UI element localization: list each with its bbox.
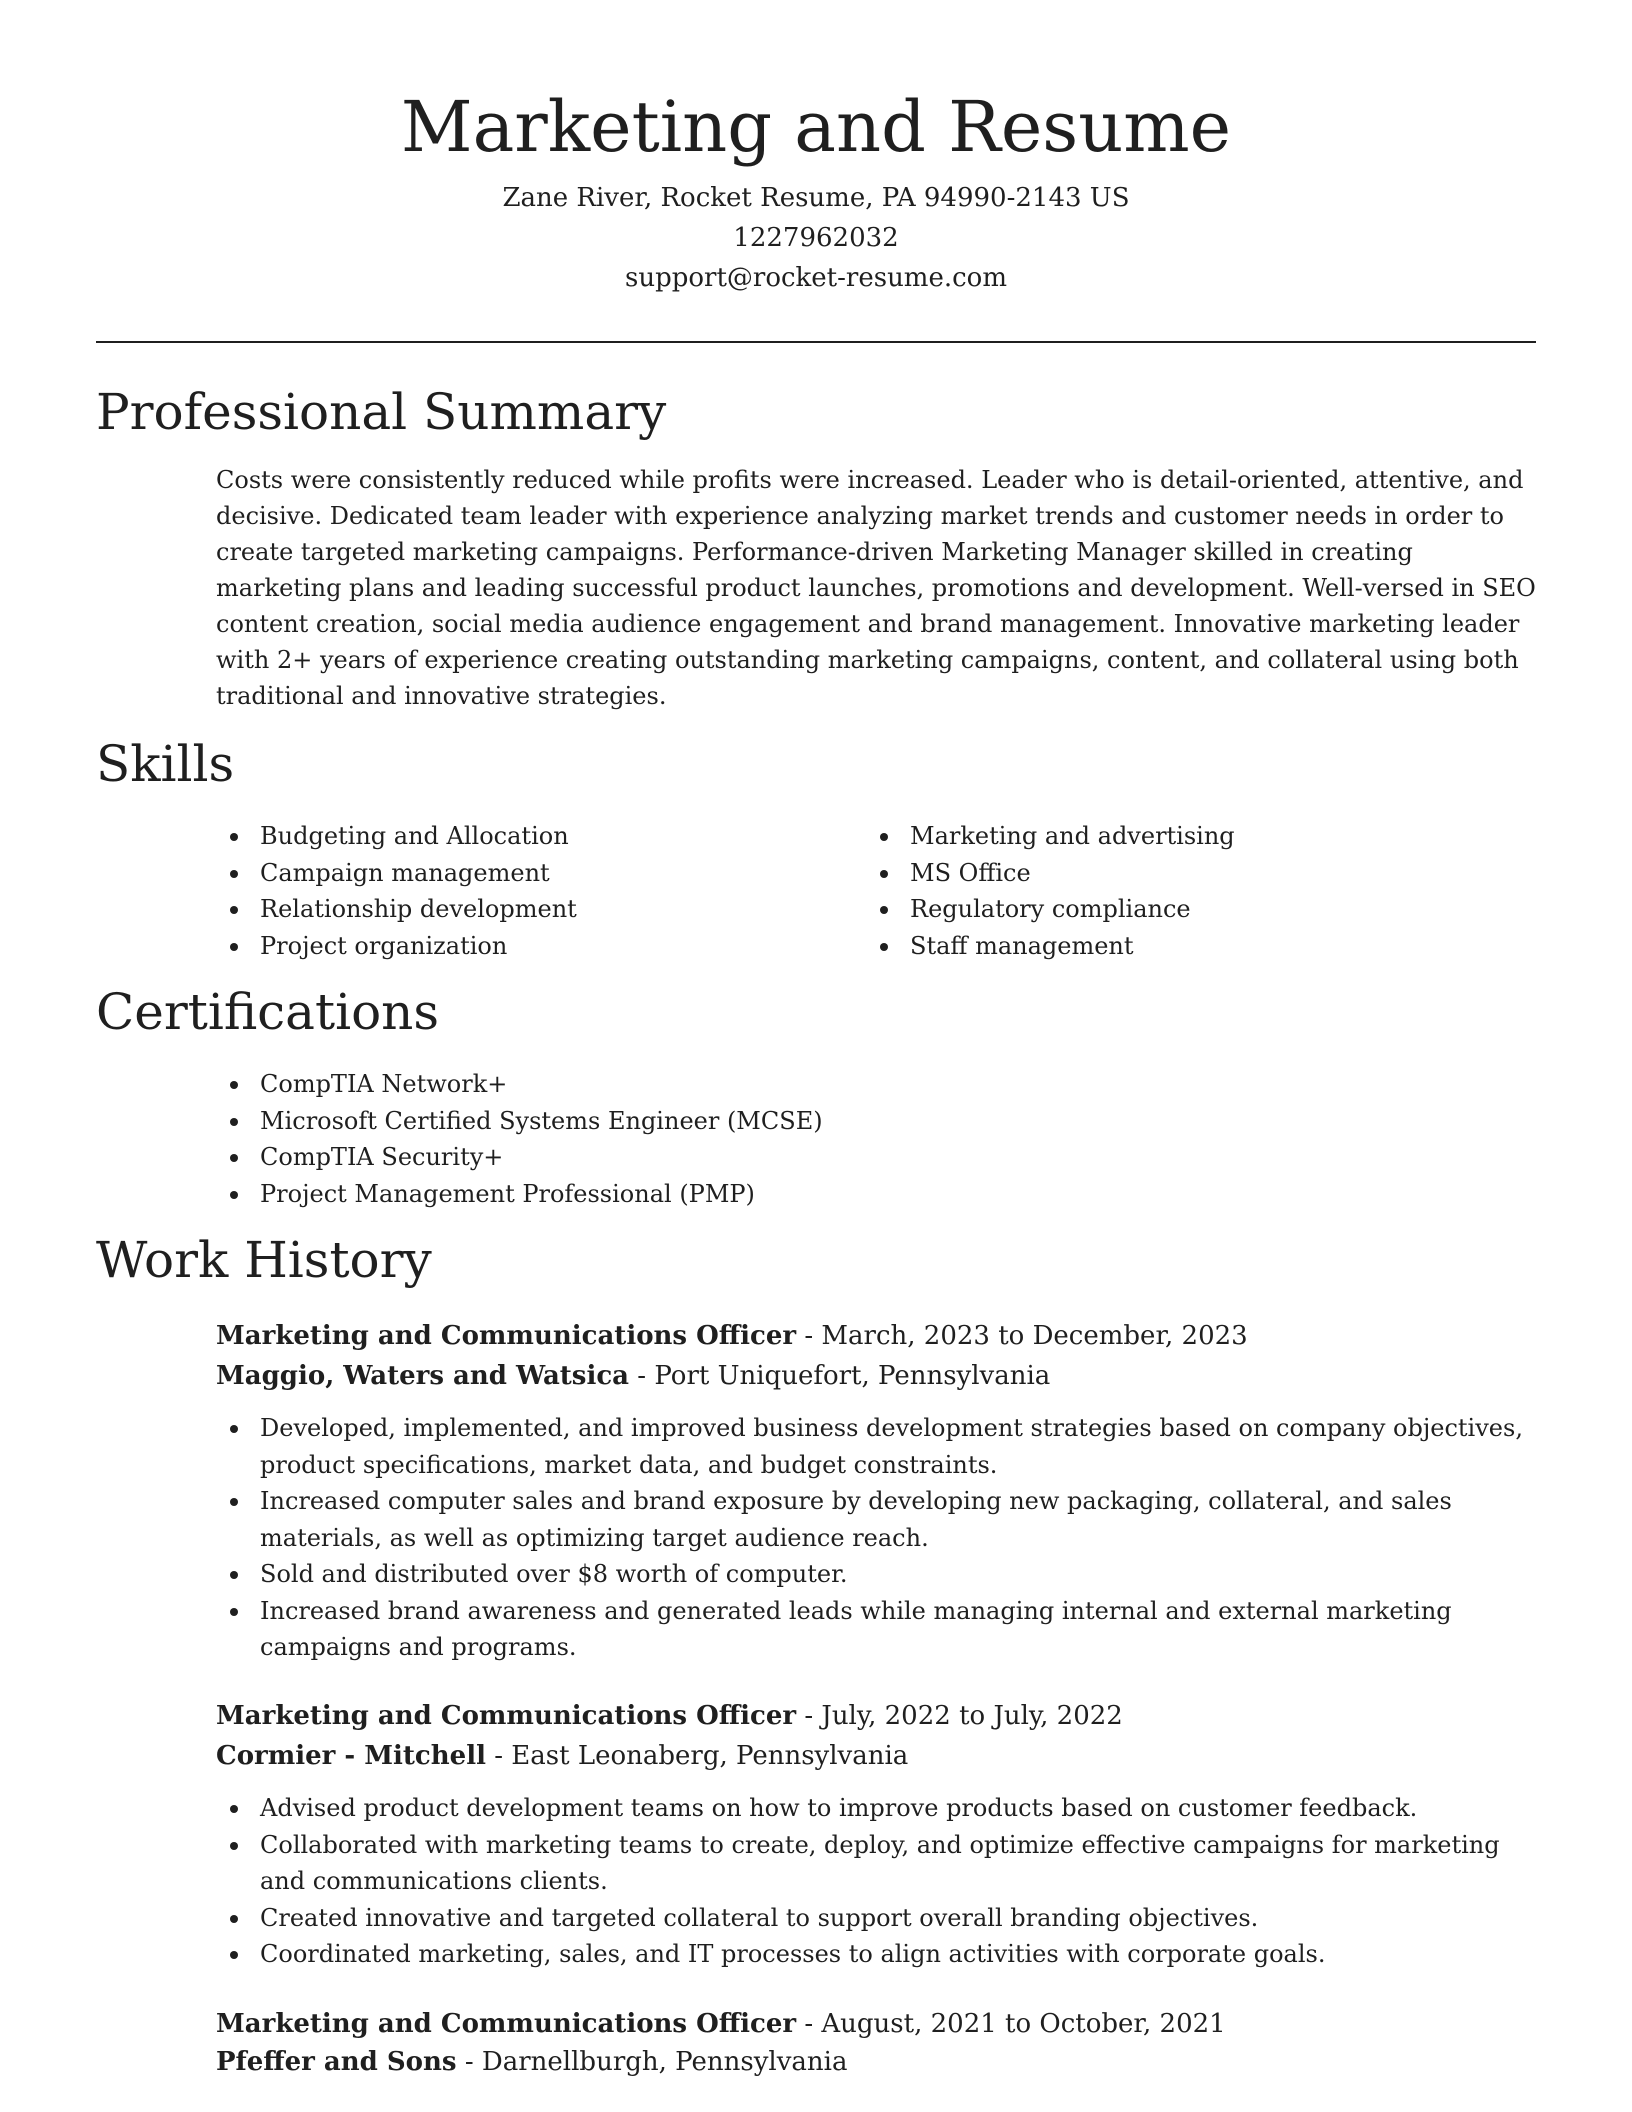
certifications-list	[216, 1066, 1536, 1212]
job-bullet: Increased computer sales and brand exposure by developing new packaging, collateral, and sales materials, as well as optimizing target audience reach.	[216, 1483, 1538, 1556]
certification-item: Project Management Professional (PMP)	[216, 1176, 1536, 1213]
job-dates: August, 2021 to October, 2021	[821, 2009, 1226, 2039]
job-bullet: Created innovative and targeted collateral to support overall branding objectives.	[216, 1900, 1538, 1937]
separator: -	[629, 1361, 655, 1391]
job-title: Marketing and Communications Officer	[216, 2009, 797, 2039]
job-title: Marketing and Communications Officer	[216, 1701, 797, 1731]
separator: -	[796, 1701, 822, 1731]
skill-item: Project organization	[216, 928, 836, 965]
separator: -	[456, 2047, 482, 2077]
job-bullet: Developed, implemented, and improved business development strategies based on company objectives, product specifications, market data, and budget constraints.	[216, 1410, 1538, 1483]
certification-item: CompTIA Security+	[216, 1139, 1536, 1176]
job-title: Marketing and Communications Officer	[216, 1321, 797, 1351]
job-company: Pfeffer and Sons	[216, 2047, 457, 2077]
certification-item: Microsoft Certified Systems Engineer (MCSE)	[216, 1103, 1536, 1140]
certification-item: CompTIA Network+	[216, 1066, 1536, 1103]
skills-list-left	[216, 818, 836, 964]
skill-item: Relationship development	[216, 891, 836, 928]
contact-phone: 1227962032	[733, 223, 899, 253]
job-title-line	[216, 1696, 1123, 1736]
job-title-line	[216, 1316, 1248, 1356]
summary-text: Costs were consistently reduced while profits were increased. Leader who is detail-oriented, attentive, and decisive. Dedicated team leader with experience analyzing market trends and customer needs in order to create targeted marketing campaigns. Performance-driven Marketing Manager skilled in creating marketing plans and leading successful product launches, promotions and development. Well-versed in SEO content creation, social media audience engagement and brand management. Innovative marketing leader with 2+ years of experience creating outstanding marketing campaigns, content, and collateral using both traditional and innovative strategies.	[216, 466, 1536, 710]
header-divider	[96, 341, 1536, 343]
skills-list-right	[866, 818, 1526, 964]
work-history-heading: Work History	[96, 1231, 432, 1289]
separator: -	[796, 1321, 822, 1351]
job-bullet: Coordinated marketing, sales, and IT processes to align activities with corporate goals.	[216, 1936, 1538, 1973]
job-bullet: Advised product development teams on how to improve products based on customer feedback.	[216, 1790, 1538, 1827]
skill-item: Staff management	[866, 928, 1526, 965]
job-location: Darnellburgh, Pennsylvania	[481, 2047, 848, 2077]
skills-heading: Skills	[96, 735, 235, 793]
document-title: Marketing and Resume	[400, 86, 1232, 168]
skill-item: MS Office	[866, 855, 1526, 892]
job-title-line	[216, 2004, 1226, 2044]
resume-header	[96, 82, 1536, 298]
job-location: East Leonaberg, Pennsylvania	[511, 1741, 909, 1771]
skill-item: Marketing and advertising	[866, 818, 1526, 855]
skill-item: Budgeting and Allocation	[216, 818, 836, 855]
summary-heading: Professional Summary	[96, 383, 667, 441]
job-company: Cormier - Mitchell	[216, 1741, 486, 1771]
job-bullet: Increased brand awareness and generated leads while managing internal and external marketing campaigns and programs.	[216, 1593, 1538, 1666]
skill-item: Campaign management	[216, 855, 836, 892]
job-company-line	[216, 2042, 847, 2082]
job-location: Port Uniquefort, Pennsylvania	[654, 1361, 1051, 1391]
separator: -	[485, 1741, 512, 1771]
job-dates: July, 2022 to July, 2022	[821, 1701, 1123, 1731]
separator: -	[796, 2009, 822, 2039]
job-bullets	[216, 1410, 1538, 1666]
job-bullets	[216, 1790, 1538, 1973]
skill-item: Regulatory compliance	[866, 891, 1526, 928]
job-company-line	[216, 1356, 1050, 1396]
contact-address: Zane River, Rocket Resume, PA 94990-2143 US	[502, 183, 1130, 213]
job-dates: March, 2023 to December, 2023	[821, 1321, 1248, 1351]
job-bullet: Sold and distributed over $8 worth of computer.	[216, 1556, 1538, 1593]
contact-email: support@rocket-resume.com	[624, 263, 1007, 293]
job-bullet: Collaborated with marketing teams to create, deploy, and optimize effective campaigns for marketing and communications clients.	[216, 1827, 1538, 1900]
certifications-heading: Certifications	[96, 983, 440, 1041]
job-company-line	[216, 1736, 908, 1776]
job-company: Maggio, Waters and Watsica	[216, 1361, 630, 1391]
